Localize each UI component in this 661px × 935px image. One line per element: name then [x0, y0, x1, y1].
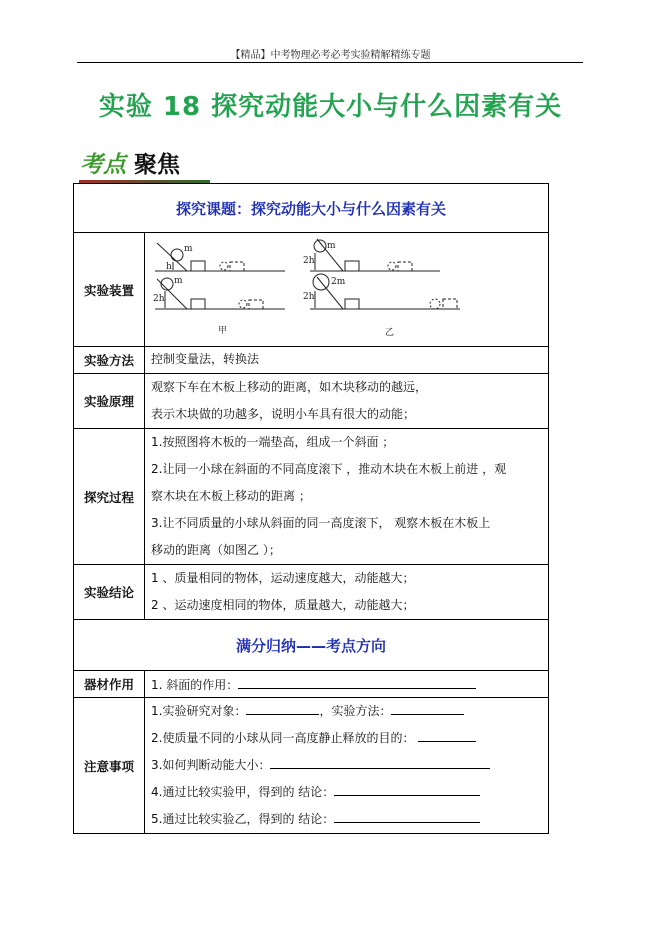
apparatus-label: 实验装置: [74, 233, 145, 347]
mass-label: m: [174, 276, 183, 286]
mass-label: m: [327, 241, 336, 251]
answer-blank[interactable]: [391, 702, 464, 715]
apparatus-figure: [145, 233, 549, 347]
notes-text: [145, 698, 549, 834]
height-label: 2h: [153, 294, 165, 304]
principle-text: [145, 374, 549, 429]
mass-label: 2m: [331, 277, 346, 287]
height-label: h: [166, 262, 172, 272]
summary-heading: 满分归纳——考点方向: [74, 620, 549, 671]
answer-blank[interactable]: [246, 702, 319, 715]
method-text: 控制变量法，转换法: [145, 347, 549, 374]
equipment-text: [145, 671, 549, 698]
principle-label: 实验原理: [74, 374, 145, 429]
question-text: 1. 斜面的作用：: [151, 677, 239, 692]
text-line: 2 、运动速度相同的物体，质量越大，动能越大；: [151, 598, 415, 612]
method-label: 实验方法: [74, 347, 145, 374]
page-title: 实验 18 探究动能大小与什么因素有关: [98, 92, 563, 122]
equipment-label: 器材作用: [74, 671, 145, 698]
experiment-diagram: [145, 233, 535, 343]
question-text: 2.使质量不同的小球从同一高度静止释放的目的：: [151, 731, 415, 745]
answer-blank[interactable]: [418, 729, 476, 742]
question-text: 5.通过比较实验乙，得到的 结论：: [151, 812, 335, 826]
mass-label: m: [184, 244, 193, 254]
height-label: 2h: [303, 292, 315, 302]
banner-part2: 聚焦: [134, 151, 181, 178]
notes-label: 注意事项: [74, 698, 145, 834]
process-text: [145, 429, 549, 565]
text-line: 表示木块做的功越多，说明小车具有很大的动能；: [151, 407, 416, 421]
question-text: 1.实验研究对象：: [151, 704, 247, 718]
height-label: 2h: [303, 256, 315, 266]
text-line: 察木块在木板上移动的距离 ；: [151, 489, 311, 503]
text-line: 观察下车在木板上移动的距离，如木块移动的越远，: [151, 380, 428, 394]
question-text: 3.如何判断动能大小：: [151, 758, 271, 772]
text-line: 1 、质量相同的物体，运动速度越大，动能越大；: [151, 571, 415, 585]
conclusion-label: 实验结论: [74, 565, 145, 620]
banner-part1: 考点: [80, 151, 126, 178]
answer-blank[interactable]: [334, 810, 480, 823]
answer-blank[interactable]: [270, 756, 490, 769]
question-text: 4.通过比较实验甲，得到的 结论：: [151, 785, 335, 799]
answer-blank[interactable]: [238, 676, 476, 689]
text-line: 1.按照图将木板的一端垫高，组成一个斜面 ；: [151, 435, 395, 449]
figure-caption-jia: 甲: [218, 326, 228, 336]
header-divider: [77, 62, 583, 63]
question-text: ，实验方法：: [319, 704, 392, 718]
page-header: 【精品】中考物理必考必考实验精解精练专题: [230, 50, 431, 61]
figure-caption-yi: 乙: [385, 328, 395, 338]
topic-heading: 探究课题：探究动能大小与什么因素有关: [74, 184, 549, 233]
process-label: 探究过程: [74, 429, 145, 565]
answer-blank[interactable]: [334, 783, 480, 796]
text-line: 移动的距离（如图乙 ）；: [151, 543, 281, 557]
section-banner: [80, 146, 180, 179]
text-line: 3.让不同质量的小球从斜面的同一高度滚下， 观察木板在木板上: [151, 516, 491, 530]
text-line: 2.让同一小球在斜面的不同高度滚下 ，推动木块在木板上前进 ，观: [151, 462, 507, 476]
experiment-table: [73, 183, 549, 834]
conclusion-text: [145, 565, 549, 620]
